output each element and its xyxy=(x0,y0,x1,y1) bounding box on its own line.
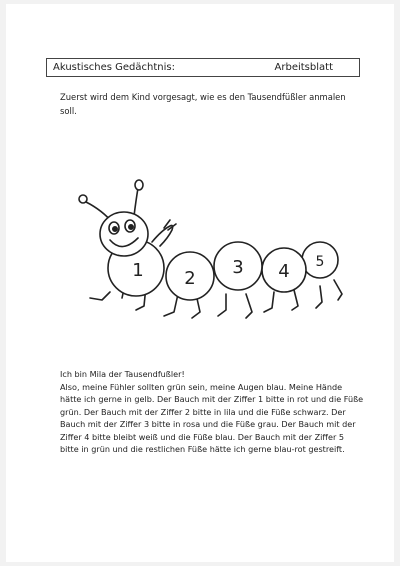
story-text xyxy=(60,368,364,456)
segment-number-4: 4 xyxy=(278,261,290,282)
intro-text: Zuerst wird dem Kind vorgesagt, wie es den Tausendfüßler anmalen soll. xyxy=(60,92,346,116)
segment-number-2: 2 xyxy=(184,268,196,289)
header-type: Arbeitsblatt xyxy=(274,62,333,73)
worksheet-page xyxy=(6,4,394,562)
left-antenna-tip xyxy=(79,195,87,203)
story-instructions: Also, meine Fühler sollten grün sein, meine Augen blau. Meine Hände hätte ich gerne in gelb. Der Bauch mit der Ziffer 1 bitte in rot und die Füße grün. Der Bauch mit der Ziffer 2 bitte in lila und die Füße schwarz. Der Bauch mit der Ziffer 3 bitte in rosa und die Füße grau. Der Bauch mit der Ziffer 4 bitte bleibt weiß und die Füße blau. Der Bauch mit der Ziffer 5 bitte in grün und die restlichen Füße hätte ich gerne blau-rot gestreift. xyxy=(60,381,364,454)
segment-number-5: 5 xyxy=(315,254,325,270)
segment-number-3: 3 xyxy=(232,257,244,278)
segment-number-1: 1 xyxy=(132,260,144,281)
right-antenna xyxy=(134,188,138,216)
head xyxy=(100,212,148,256)
worksheet-header xyxy=(46,58,360,77)
story-greeting: Ich bin Mila der Tausendfußler! xyxy=(60,369,185,379)
header-title: Akustisches Gedächtnis: xyxy=(53,62,175,73)
caterpillar-illustration xyxy=(66,176,356,336)
right-antenna-tip xyxy=(135,180,143,190)
